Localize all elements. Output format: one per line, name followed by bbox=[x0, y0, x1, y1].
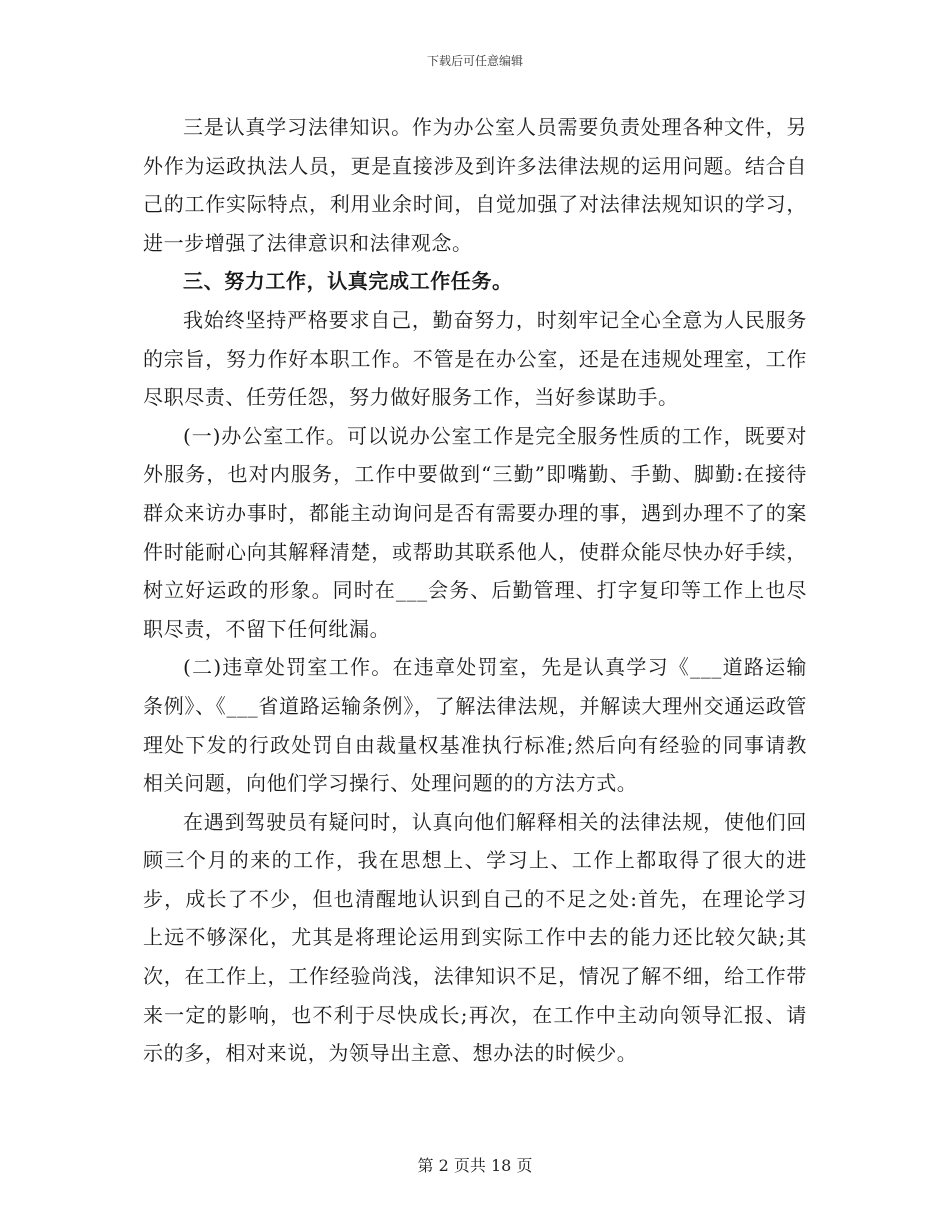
paragraph-office-work: (一)办公室工作。可以说办公室工作是完全服务性质的工作，既要对外服务，也对内服务，工作中要做到“三勤”即嘴勤、手勤、脚勤:在接待群众来访办事时，都能主动询问是否有需要办理的事，遇到办理不了的案件时能耐心向其解释清楚，或帮助其联系他人，使群众能尽快办好手续，树立好运政的形象。同时在___会务、后勤管理、打字复印等工作上也尽职尽责，不留下任何纰漏。 bbox=[143, 423, 807, 641]
document-body bbox=[143, 108, 807, 1073]
paragraph-self-review: 在遇到驾驶员有疑问时，认真向他们解释相关的法律法规，使他们回顾三个月的来的工作，我在思想上、学习上、工作上都取得了很大的进步，成长了不少，但也清醒地认识到自己的不足之处:首先，在理论学习上远不够深化，尤其是将理论运用到实际工作中去的能力还比较欠缺;其次，在工作上，工作经验尚浅，法律知识不足，情况了解不细，给工作带来一定的影响，也不利于尽快成长;再次，在工作中主动向领导汇报、请示的多，相对来说，为领导出主意、想办法的时候少。 bbox=[143, 809, 807, 1066]
paragraph-law-study: 三是认真学习法律知识。作为办公室人员需要负责处理各种文件，另外作为运政执法人员，更是直接涉及到许多法律法规的运用问题。结合自己的工作实际特点，利用业余时间，自觉加强了对法律法规知识的学习，进一步增强了法律意识和法律观念。 bbox=[143, 115, 807, 255]
section-heading-work: 三、努力工作，认真完成工作任务。 bbox=[183, 269, 513, 294]
paragraph-penalty-office: (二)违章处罚室工作。在违章处罚室，先是认真学习《___道路运输条例》、《___省道路运输条例》，了解法律法规，并解读大理州交通运政管理处下发的行政处罚自由裁量权基准执行标准;然后向有经验的同事请教相关问题，向他们学习操行、处理问题的的方法方式。 bbox=[143, 655, 807, 796]
page-header: 下载后可任意编辑 bbox=[426, 54, 523, 68]
page-number: 第 2 页共 18 页 bbox=[417, 1156, 533, 1175]
paragraph-work-attitude: 我始终坚持严格要求自己，勤奋努力，时刻牢记全心全意为人民服务的宗旨，努力作好本职工作。不管是在办公室，还是在违规处理室，工作尽职尽责、任劳任怨，努力做好服务工作，当好参谋助手。 bbox=[143, 307, 807, 410]
